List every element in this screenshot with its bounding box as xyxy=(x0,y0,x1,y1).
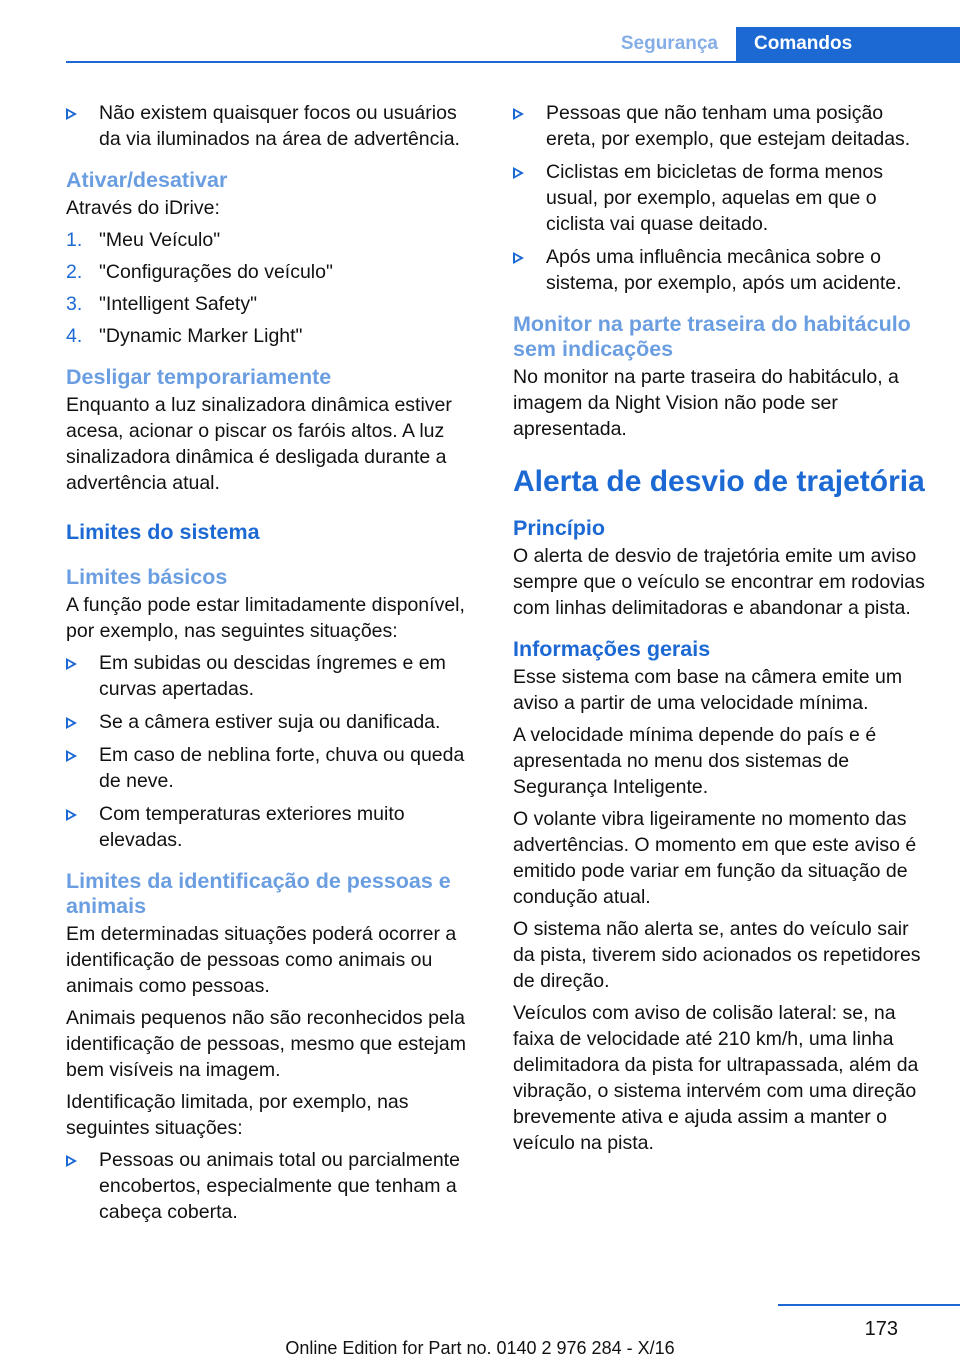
list-item: 3. "Intelligent Safety" xyxy=(66,293,258,315)
triangle-bullet-icon xyxy=(513,167,524,179)
step-number: 1. xyxy=(66,229,83,251)
left-column xyxy=(66,100,476,1232)
heading-limites-basicos: Limites básicos xyxy=(66,565,228,589)
triangle-bullet-icon xyxy=(66,717,77,729)
triangle-bullet-icon xyxy=(66,1155,77,1167)
paragraph: O sistema não alerta se, antes do veículo sair da pista, tiverem sido acionados os repetidores de direção. xyxy=(513,918,921,992)
list-item: Pessoas ou animais total ou parcialmente encobertos, especialmente que tenham a cabeça coberta. xyxy=(66,1147,476,1225)
step-number: 3. xyxy=(66,293,83,315)
triangle-bullet-icon xyxy=(66,809,77,821)
list-item: Em subidas ou descidas íngremes e em curvas apertadas. xyxy=(66,650,476,702)
bullet-list xyxy=(66,1147,476,1225)
page-number: 173 xyxy=(864,1318,898,1340)
bullet-list xyxy=(66,100,476,152)
paragraph: Esse sistema com base na câmera emite um aviso a partir de uma velocidade mínima. xyxy=(513,666,903,714)
paragraph: Através do iDrive: xyxy=(66,197,220,219)
paragraph: A velocidade mínima depende do país e é apresentada no menu dos sistemas de Segurança Inteligente. xyxy=(513,724,877,798)
list-item: Com temperaturas exteriores muito elevadas. xyxy=(66,801,476,853)
header-rule xyxy=(66,61,960,63)
footer-edition: Online Edition for Part no. 0140 2 976 284 - X/16 xyxy=(285,1338,675,1358)
list-item: 1. "Meu Veículo" xyxy=(66,229,221,251)
tab-seguranca[interactable]: Segurança xyxy=(620,33,718,54)
list-item: Não existem quaisquer focos ou usuários da via iluminados na área de advertência. xyxy=(66,100,476,152)
paragraph: Enquanto a luz sinalizadora dinâmica estiver acesa, acionar o piscar os faróis altos. A luz sinalizadora dinâmica é desligada durante a advertência atual. xyxy=(66,394,452,494)
numbered-list xyxy=(66,227,476,349)
heading-gerais: Informações gerais xyxy=(513,637,711,661)
heading-limites: Limites do sistema xyxy=(66,520,260,544)
heading-desligar: Desligar temporariamente xyxy=(66,365,332,389)
list-item: Se a câmera estiver suja ou danificada. xyxy=(66,709,476,735)
paragraph: Identificação limitada, por exemplo, nas seguintes situações: xyxy=(66,1091,409,1139)
tab-comandos[interactable]: Comandos xyxy=(736,27,960,61)
list-item: Em caso de neblina forte, chuva ou queda de neve. xyxy=(66,742,476,794)
bullet-list xyxy=(513,100,928,296)
heading-ativar: Ativar/desativar xyxy=(66,168,228,192)
list-item: Após uma influência mecânica sobre o sistema, por exemplo, após um acidente. xyxy=(513,244,928,296)
triangle-bullet-icon xyxy=(66,750,77,762)
chapter-title: Alerta de desvio de trajetória xyxy=(513,465,925,498)
right-column xyxy=(513,100,928,1162)
paragraph: Veículos com aviso de colisão lateral: se, na faixa de velocidade até 210 km/h, uma linha delimitadora da pista for ultrapassada, além da vibração, o sistema intervém com uma direção brevemente ativa e ajuda assim a manter o veículo na pista. xyxy=(513,1002,919,1154)
heading-monitor: Monitor na parte traseira do habitáculo sem indicações xyxy=(513,312,911,361)
triangle-bullet-icon xyxy=(513,108,524,120)
list-item: Ciclistas em bicicletas de forma menos usual, por exemplo, aquelas em que o ciclista vai quase deitado. xyxy=(513,159,928,237)
paragraph: A função pode estar limitadamente disponível, por exemplo, nas seguintes situações: xyxy=(66,594,465,642)
paragraph: No monitor na parte traseira do habitáculo, a imagem da Night Vision não pode ser apresentada. xyxy=(513,366,899,440)
triangle-bullet-icon xyxy=(66,108,77,120)
heading-principio: Princípio xyxy=(513,516,605,540)
triangle-bullet-icon xyxy=(66,658,77,670)
list-item: Pessoas que não tenham uma posição ereta, por exemplo, que estejam deitadas. xyxy=(513,100,928,152)
paragraph: Em determinadas situações poderá ocorrer a identificação de pessoas como animais ou animais como pessoas. xyxy=(66,923,457,997)
list-item: 4. "Dynamic Marker Light" xyxy=(66,325,303,347)
footer-rule xyxy=(778,1304,960,1306)
heading-identificacao: Limites da identificação de pessoas e animais xyxy=(66,869,451,918)
list-item: 2. "Configurações do veículo" xyxy=(66,261,333,283)
paragraph: O alerta de desvio de trajetória emite um aviso sempre que o veículo se encontrar em rodovias com linhas delimitadoras e abandonar a pista. xyxy=(513,545,925,619)
paragraph: Animais pequenos não são reconhecidos pela identificação de pessoas, mesmo que estejam bem visíveis na imagem. xyxy=(66,1007,466,1081)
bullet-list xyxy=(66,650,476,853)
step-number: 4. xyxy=(66,325,83,347)
triangle-bullet-icon xyxy=(513,252,524,264)
step-number: 2. xyxy=(66,261,83,283)
paragraph: O volante vibra ligeiramente no momento das advertências. O momento em que este aviso é emitido pode variar em função da situação de condução atual. xyxy=(513,808,917,908)
